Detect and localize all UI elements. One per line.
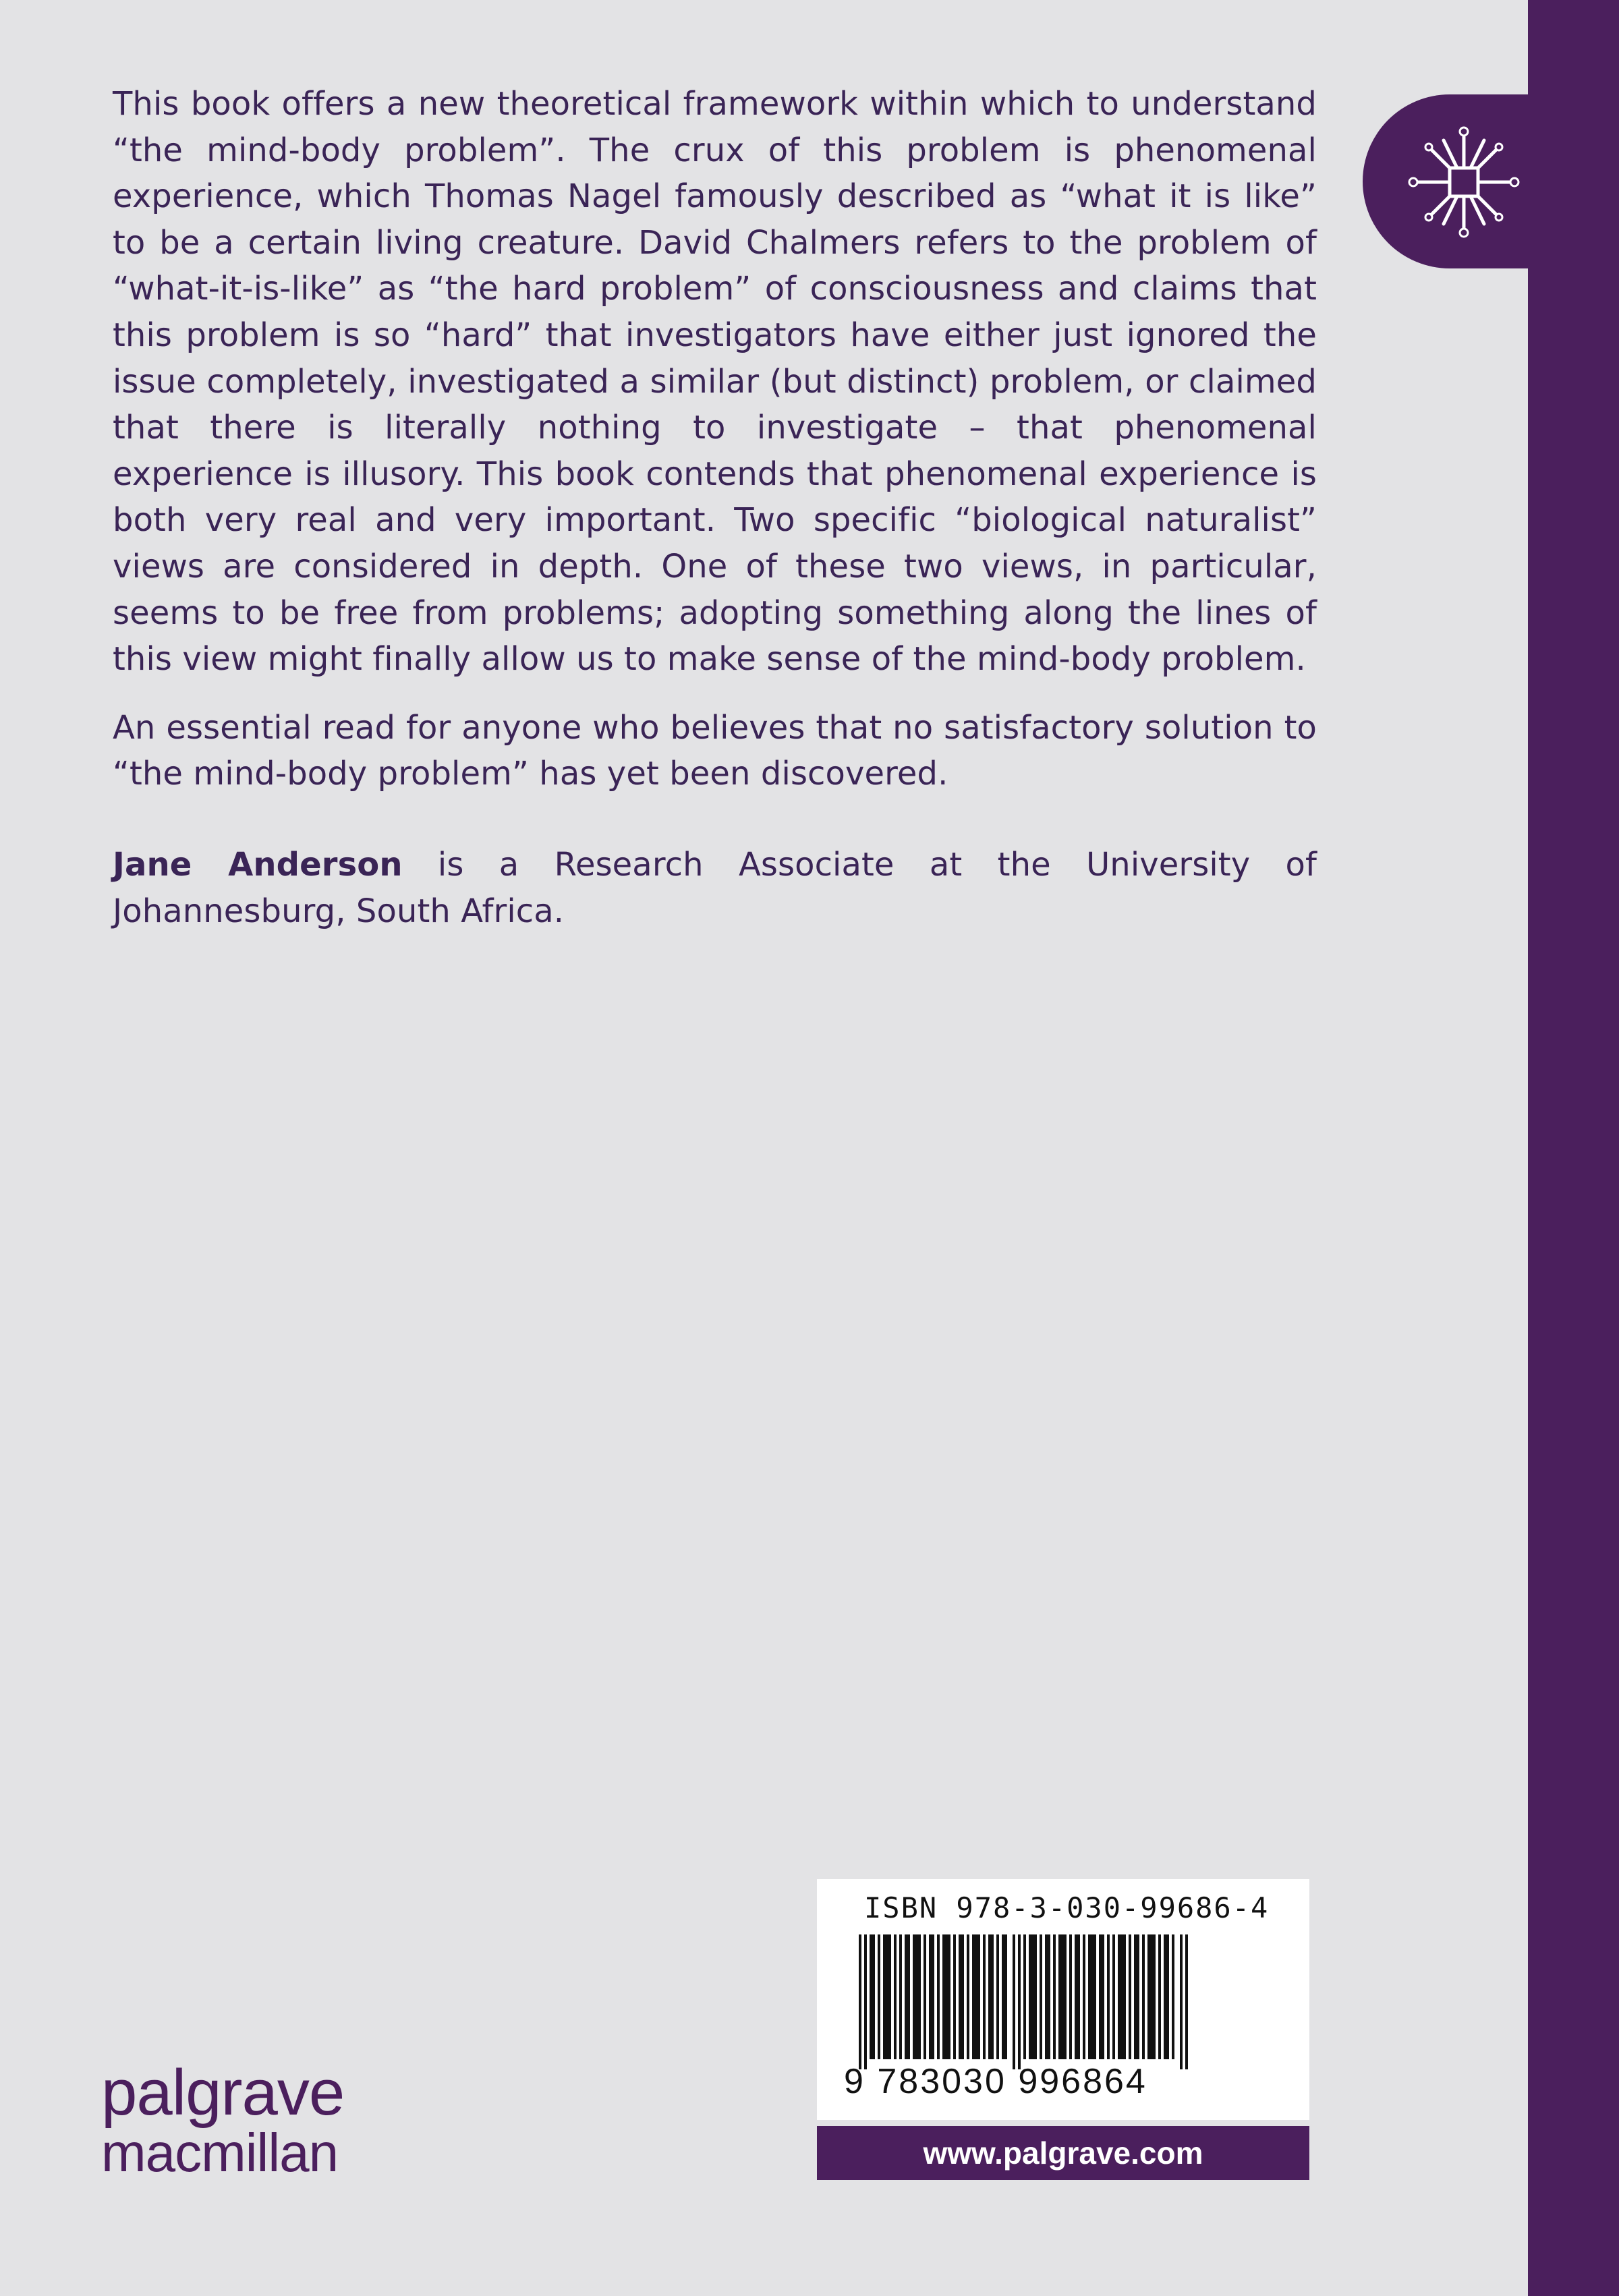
- publisher-url[interactable]: www.palgrave.com: [817, 2126, 1309, 2180]
- author-name: Jane Anderson: [113, 845, 403, 884]
- emblem-tab: [1363, 94, 1552, 268]
- isbn-label: ISBN 978-3-030-99686-4: [864, 1891, 1270, 1924]
- barcode-digits: 9 783030 996864: [844, 2062, 1147, 2101]
- isbn-barcode-panel: [817, 1879, 1309, 2120]
- author-bio-paragraph: [113, 842, 1317, 934]
- palgrave-macmillan-logo: [101, 2057, 345, 2183]
- back-cover-blurb: [113, 81, 1317, 956]
- description-paragraph: This book offers a new theoretical framework within which to understand “the mind-body problem”. The crux of this problem is phenomenal experience, which Thomas Nagel famously described as “what it is like” to be a certain living creature. David Chalmers refers to the problem of “what-it-is-like” as “the hard problem” of consciousness and claims that this problem is so “hard” that investigators have either just ignored the issue completely, investigated a similar (but distinct) problem, or claimed that there is literally nothing to investigate – that phenomenal experience is illusory. This book contends that phenomenal experience is both very real and very important. Two specific “biological naturalist” views are considered in depth. One of these two views, in particular, seems to be free from problems; adopting something along the lines of this view might finally allow us to make sense of the mind-body problem.: [113, 85, 1317, 679]
- recommendation-paragraph: An essential read for anyone who believes that no satisfactory solution to “the mind-body problem” has yet been discovered.: [113, 708, 1317, 793]
- author-bio-text: is a Research Associate at the University of Johannesburg, South Africa.: [113, 845, 1317, 930]
- logo-line-macmillan: macmillan: [101, 2123, 339, 2183]
- barcode-icon: [859, 1934, 1196, 2069]
- spine-band: [1528, 0, 1619, 2296]
- palgrave-network-emblem-icon: [1403, 121, 1525, 243]
- logo-line-palgrave: palgrave: [101, 2057, 345, 2129]
